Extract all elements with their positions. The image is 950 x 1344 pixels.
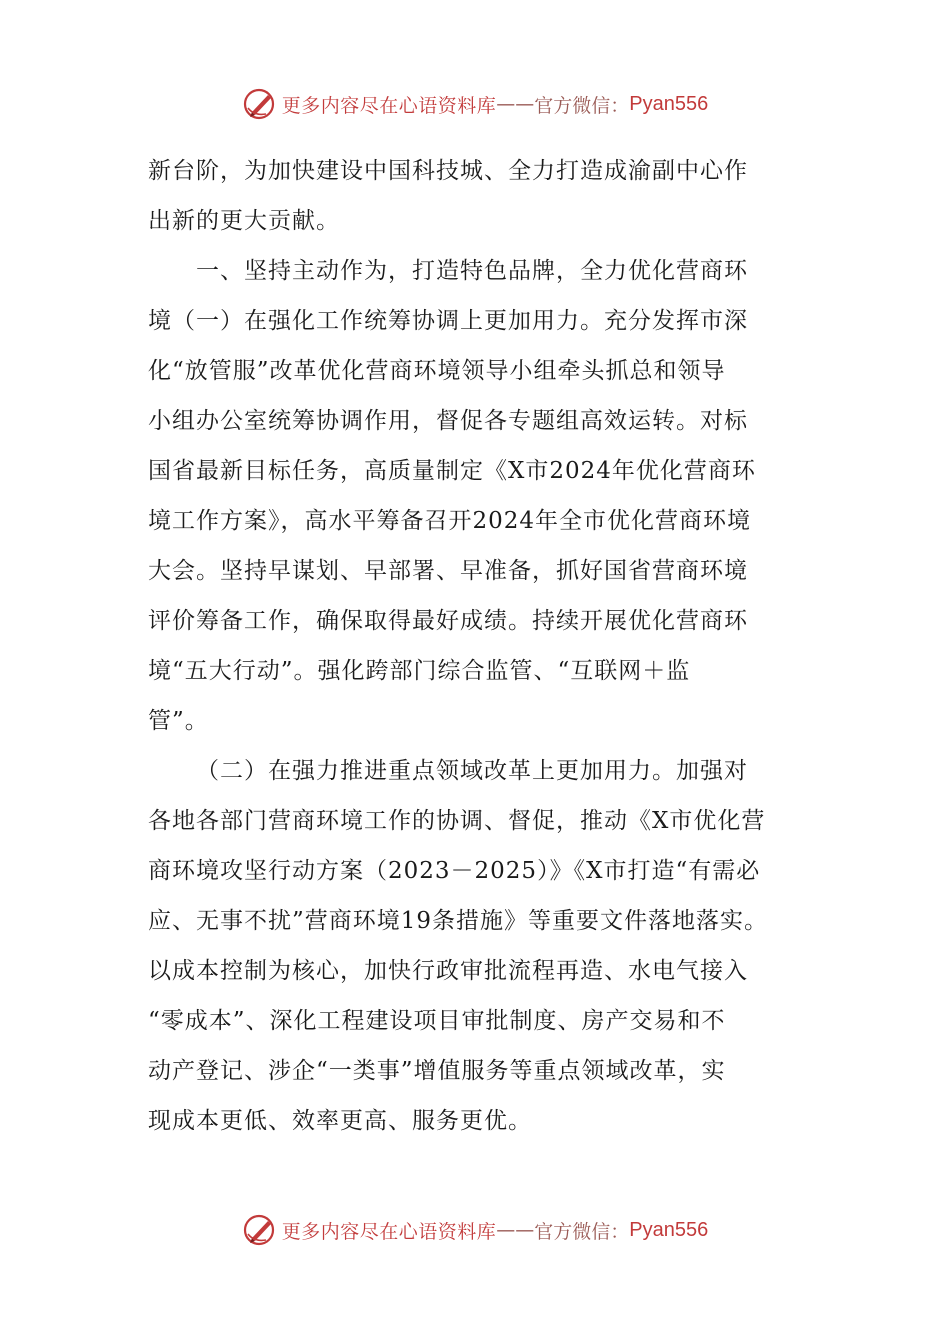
watermark-wechat-handle: Pyan556 xyxy=(629,1218,709,1241)
document-body xyxy=(148,146,808,1146)
body-line: 商环境攻坚行动方案（2023－2025）》《X市打造“有需必 xyxy=(148,858,761,884)
body-line: 动产登记、涉企“一类事”增值服务等重点领域改革，实 xyxy=(148,1058,726,1084)
body-line: 化“放管服”改革优化营商环境领导小组牵头抓总和领导 xyxy=(148,358,726,384)
body-line: 各地各部门营商环境工作的协调、督促，推动《X市优化营 xyxy=(148,808,766,834)
body-line: 小组办公室统筹协调作用，督促各专题组高效运转。对标 xyxy=(148,408,748,434)
body-line: 境（一）在强化工作统筹协调上更加用力。充分发挥市深 xyxy=(148,308,748,334)
watermark-contact-label: 官方微信： xyxy=(534,94,630,117)
body-line: 出新的更大贡献。 xyxy=(148,208,340,234)
body-line: 评价筹备工作，确保取得最好成绩。持续开展优化营商环 xyxy=(148,608,748,634)
watermark-wechat-handle: Pyan556 xyxy=(629,92,709,115)
body-line: 现成本更低、效率更高、服务更优。 xyxy=(148,1108,532,1134)
body-line: 境“五大行动”。强化跨部门综合监管、“互联网＋监 xyxy=(148,658,691,684)
body-line: 新台阶，为加快建设中国科技城、全力打造成渝副中心作 xyxy=(148,158,748,184)
body-line: 大会。坚持早谋划、早部署、早准备，抓好国省营商环境 xyxy=(148,558,748,584)
pen-logo-icon xyxy=(242,86,278,122)
footer-watermark xyxy=(0,1208,950,1252)
pen-logo-icon xyxy=(242,1212,278,1248)
watermark-brand-text: 更多内容尽在心语资料库 xyxy=(281,94,497,117)
body-line: “零成本”、深化工程建设项目审批制度、房产交易和不 xyxy=(148,1008,726,1034)
body-line: 管”。 xyxy=(148,708,209,734)
section-heading-line: 一、坚持主动作为，打造特色品牌，全力优化营商环 xyxy=(196,258,748,284)
header-watermark xyxy=(0,82,950,126)
body-line: 应、无事不扰”营商环境19条措施》等重要文件落地落实。 xyxy=(148,908,769,934)
body-line: 以成本控制为核心，加快行政审批流程再造、水电气接入 xyxy=(148,958,748,984)
body-line: 国省最新目标任务，高质量制定《X市2024年优化营商环 xyxy=(148,458,756,484)
watermark-dash: —— xyxy=(496,93,535,115)
paragraph-start-line: （二）在强力推进重点领域改革上更加用力。加强对 xyxy=(196,758,748,784)
watermark-dash: —— xyxy=(496,1219,535,1241)
watermark-contact-label: 官方微信： xyxy=(534,1220,630,1243)
body-line: 境工作方案》，高水平筹备召开2024年全市优化营商环境 xyxy=(148,508,752,534)
watermark-brand-text: 更多内容尽在心语资料库 xyxy=(281,1220,497,1243)
